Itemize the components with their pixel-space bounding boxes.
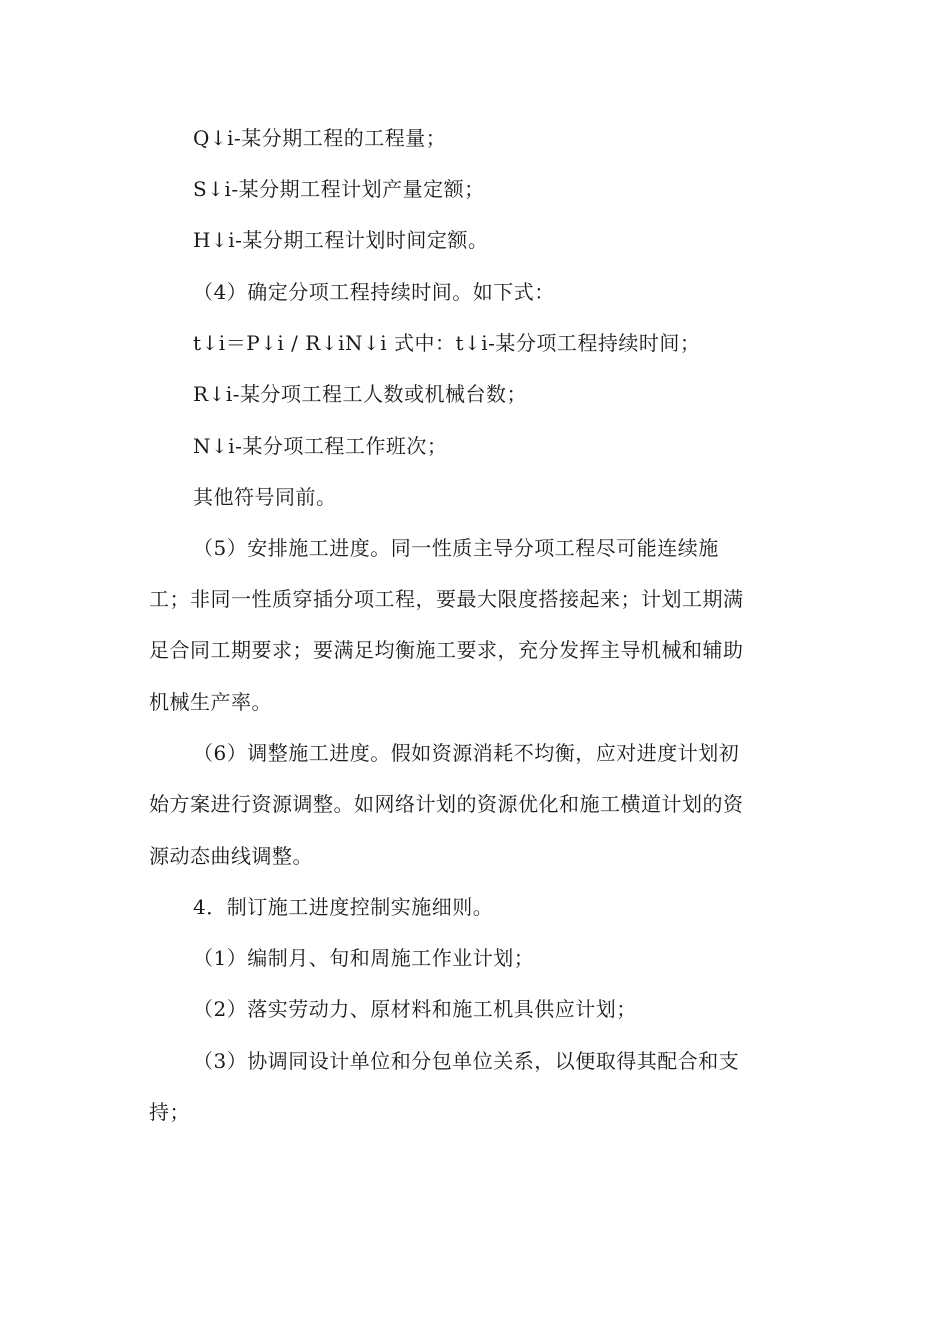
- formula-variable-q: Q↓i-某分期工程的工程量；: [193, 126, 447, 150]
- section-4-heading: 4．制订施工进度控制实施细则。: [193, 895, 494, 919]
- formula-variable-s: S↓i-某分期工程计划产量定额；: [193, 177, 485, 201]
- duration-formula: t↓i＝P↓i / R↓iN↓i 式中：t↓i-某分项工程持续时间；: [193, 331, 701, 355]
- step-5-paragraph-line: 工；非同一性质穿插分项工程，要最大限度搭接起来；计划工期满: [149, 587, 744, 611]
- formula-variable-n: N↓i-某分项工程工作班次；: [193, 434, 448, 458]
- step-5-paragraph-line: （5）安排施工进度。同一性质主导分项工程尽可能连续施: [193, 536, 719, 560]
- list-item-1: （1）编制月、旬和周施工作业计划；: [193, 946, 535, 970]
- step-6-paragraph-line: 始方案进行资源调整。如网络计划的资源优化和施工横道计划的资: [149, 792, 744, 816]
- formula-note: 其他符号同前。: [193, 485, 337, 509]
- formula-variable-r: R↓i-某分项工程工人数或机械台数；: [193, 382, 527, 406]
- list-item-3: （3）协调同设计单位和分包单位关系，以便取得其配合和支: [193, 1049, 740, 1073]
- step-6-paragraph-line: （6）调整施工进度。假如资源消耗不均衡，应对进度计划初: [193, 741, 740, 765]
- step-4-heading: （4）确定分项工程持续时间。如下式：: [193, 280, 555, 304]
- list-item-2: （2）落实劳动力、原材料和施工机具供应计划；: [193, 997, 637, 1021]
- step-5-paragraph-line: 机械生产率。: [149, 690, 272, 714]
- formula-variable-h: H↓i-某分期工程计划时间定额。: [193, 228, 489, 252]
- step-5-paragraph-line: 足合同工期要求；要满足均衡施工要求，充分发挥主导机械和辅助: [149, 638, 744, 662]
- step-6-paragraph-line: 源动态曲线调整。: [149, 844, 313, 868]
- list-item-3-continuation: 持；: [149, 1100, 190, 1124]
